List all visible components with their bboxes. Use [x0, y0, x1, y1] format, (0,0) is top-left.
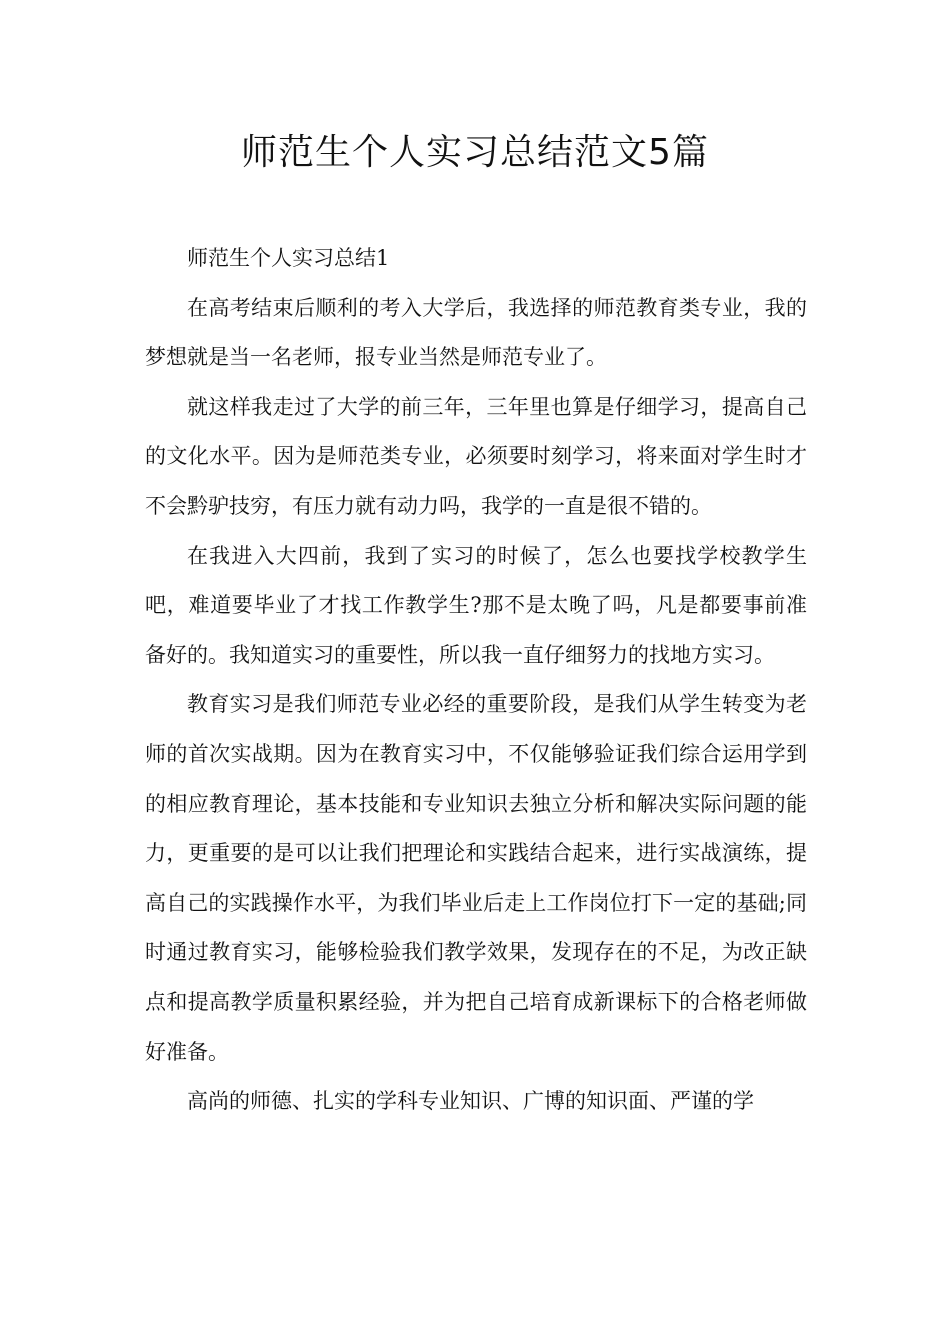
paragraph: 教育实习是我们师范专业必经的重要阶段，是我们从学生转变为老师的首次实战期。因为在教育实习中，不仅能够验证我们综合运用学到的相应教育理论，基本技能和专业知识去独立分析和解决实际问题的能力，更重要的是可以让我们把理论和实践结合起来，进行实战演练，提高自己的实践操作水平，为我们毕业后走上工作岗位打下一定的基础;同时通过教育实习，能够检验我们教学效果，发现存在的不足，为改正缺点和提高教学质量积累经验，并为把自己培育成新课标下的合格老师做好准备。 — [145, 692, 807, 1064]
section-heading: 师范生个人实习总结1 — [187, 246, 390, 270]
paragraph: 就这样我走过了大学的前三年，三年里也算是仔细学习，提高自己的文化水平。因为是师范类专业，必须要时刻学习，将来面对学生时才不会黔驴技穷，有压力就有动力吗，我学的一直是很不错的。 — [145, 394, 807, 518]
paragraph: 在高考结束后顺利的考入大学后，我选择的师范教育类专业，我的梦想就是当一名老师，报专业当然是师范专业了。 — [145, 295, 807, 370]
paragraph: 高尚的师德、扎实的学科专业知识、广博的知识面、严谨的学 — [187, 1089, 754, 1114]
document-body — [145, 234, 807, 1127]
document-title: 师范生个人实习总结范文5篇 — [241, 132, 709, 173]
paragraph: 在我进入大四前，我到了实习的时候了，怎么也要找学校教学生吧，难道要毕业了才找工作教学生?那不是太晚了吗，凡是都要事前准备好的。我知道实习的重要性，所以我一直仔细努力的找地方实习。 — [145, 543, 807, 667]
